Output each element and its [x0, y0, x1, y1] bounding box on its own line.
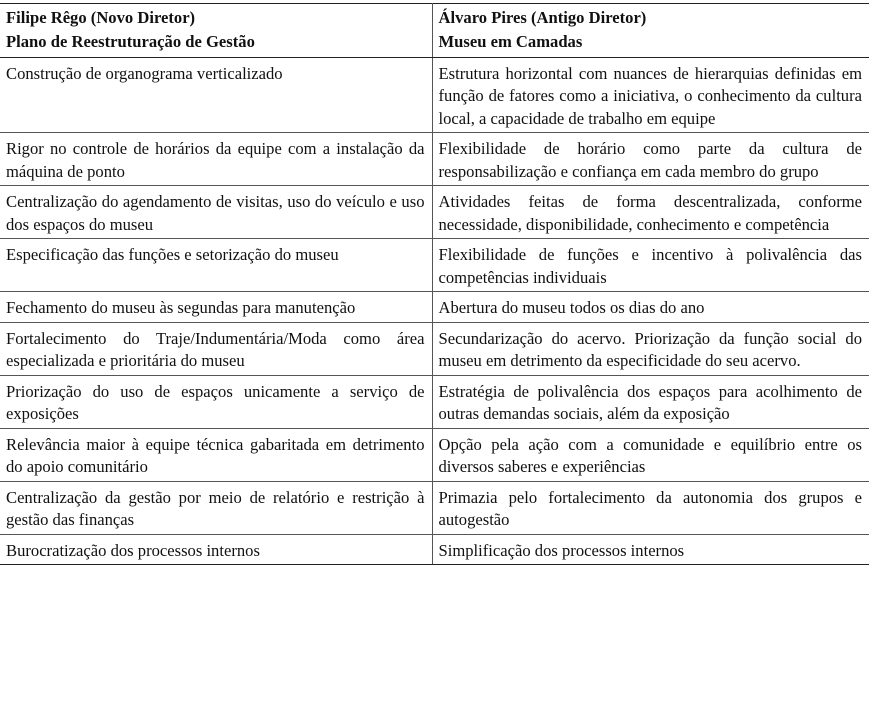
table-row	[0, 375, 869, 428]
cell-left: Centralização da gestão por meio de relatório e restrição à gestão das finanças	[0, 481, 432, 534]
cell-right: Secundarização do acervo. Priorização da função social do museu em detrimento da especificidade do seu acervo.	[432, 322, 869, 375]
table-row	[0, 481, 869, 534]
cell-left: Centralização do agendamento de visitas, uso do veículo e uso dos espaços do museu	[0, 186, 432, 239]
table-row	[0, 186, 869, 239]
header-left-subtitle: Plano de Reestruturação de Gestão	[6, 32, 255, 51]
cell-left: Relevância maior à equipe técnica gabaritada em detrimento do apoio comunitário	[0, 428, 432, 481]
cell-right: Estratégia de polivalência dos espaços para acolhimento de outras demandas sociais, além da exposição	[432, 375, 869, 428]
cell-left: Fechamento do museu às segundas para manutenção	[0, 292, 432, 323]
table-row	[0, 57, 869, 133]
cell-right: Flexibilidade de funções e incentivo à polivalência das competências individuais	[432, 239, 869, 292]
table-row	[0, 428, 869, 481]
cell-left: Burocratização dos processos internos	[0, 534, 432, 565]
header-left-name: Filipe Rêgo (Novo Diretor)	[6, 8, 196, 27]
cell-left: Priorização do uso de espaços unicamente a serviço de exposições	[0, 375, 432, 428]
table-row	[0, 133, 869, 186]
table-row	[0, 322, 869, 375]
cell-left: Construção de organograma verticalizado	[0, 57, 432, 133]
header-right-column	[432, 4, 869, 58]
table-header	[0, 4, 869, 58]
cell-right: Abertura do museu todos os dias do ano	[432, 292, 869, 323]
cell-right: Primazia pelo fortalecimento da autonomia dos grupos e autogestão	[432, 481, 869, 534]
header-right-subtitle: Museu em Camadas	[438, 32, 583, 51]
cell-right: Opção pela ação com a comunidade e equilíbrio entre os diversos saberes e experiências	[432, 428, 869, 481]
cell-left: Especificação das funções e setorização do museu	[0, 239, 432, 292]
comparison-table	[0, 3, 869, 565]
header-row	[0, 4, 869, 58]
header-left-column	[0, 4, 432, 58]
cell-right: Flexibilidade de horário como parte da cultura de responsabilização e confiança em cada membro do grupo	[432, 133, 869, 186]
cell-left: Rigor no controle de horários da equipe com a instalação da máquina de ponto	[0, 133, 432, 186]
table-row	[0, 292, 869, 323]
header-right-name: Álvaro Pires (Antigo Diretor)	[438, 8, 647, 27]
cell-right: Simplificação dos processos internos	[432, 534, 869, 565]
cell-right: Estrutura horizontal com nuances de hierarquias definidas em função de fatores como a iniciativa, o conhecimento da cultura local, a capacidade de trabalho em equipe	[432, 57, 869, 133]
table-body	[0, 57, 869, 565]
cell-left: Fortalecimento do Traje/Indumentária/Moda como área especializada e prioritária do museu	[0, 322, 432, 375]
table-row	[0, 239, 869, 292]
cell-right: Atividades feitas de forma descentralizada, conforme necessidade, disponibilidade, conhecimento e competência	[432, 186, 869, 239]
table-row	[0, 534, 869, 565]
